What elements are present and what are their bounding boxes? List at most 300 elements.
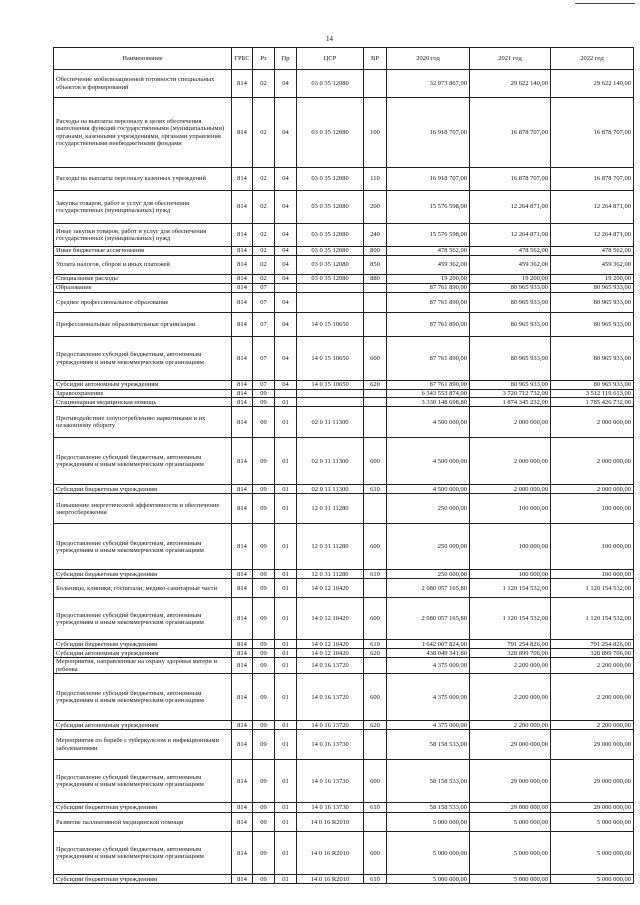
cell-2020: 250 000,00 <box>387 570 470 579</box>
cell-2020: 15 576 598,00 <box>387 191 470 224</box>
cell-csr: 03 0 35 12080 <box>297 247 364 256</box>
table-row <box>54 390 634 398</box>
table-row <box>54 337 634 381</box>
cell-grbs: 814 <box>232 284 253 293</box>
cell-grbs: 814 <box>232 98 253 168</box>
cell-2022: 2 000 000,00 <box>551 485 634 494</box>
cell-name: Субсидии бюджетным учреждениям <box>54 875 232 884</box>
cell-rz: 07 <box>253 284 275 293</box>
cell-2020: 5 000 000,00 <box>387 832 470 875</box>
cell-2020: 4 500 000,00 <box>387 407 470 438</box>
cell-rz: 09 <box>253 407 275 438</box>
cell-vr <box>364 813 387 832</box>
cell-2021: 2 200 000,00 <box>470 674 551 721</box>
cell-grbs: 814 <box>232 813 253 832</box>
cell-rz: 09 <box>253 832 275 875</box>
cell-2022: 1 120 154 532,00 <box>551 579 634 598</box>
cell-pr: 04 <box>275 337 297 381</box>
cell-vr: 880 <box>364 275 387 284</box>
cell-2020: 4 375 000,00 <box>387 721 470 730</box>
cell-2021: 478 562,00 <box>470 247 551 256</box>
cell-csr: 14 0 15 10650 <box>297 337 364 381</box>
table-row <box>54 570 634 579</box>
cell-grbs: 814 <box>232 485 253 494</box>
cell-name: Специальные расходы <box>54 275 232 284</box>
cell-2021: 2 000 000,00 <box>470 407 551 438</box>
cell-2022: 1 120 154 532,00 <box>551 598 634 640</box>
table-row <box>54 730 634 760</box>
cell-vr: 620 <box>364 381 387 390</box>
cell-pr: 01 <box>275 730 297 760</box>
cell-name: Предоставление субсидий бюджетным, автономным учреждениям и иным некоммерческим организациям <box>54 598 232 640</box>
cell-name: Предоставление субсидий бюджетным, автономным учреждениям и иным некоммерческим организациям <box>54 832 232 875</box>
cell-csr: 14 0 12 10420 <box>297 640 364 649</box>
cell-pr: 04 <box>275 256 297 275</box>
cell-2021: 80 965 933,00 <box>470 293 551 313</box>
table-row <box>54 598 634 640</box>
cell-2021: 12 264 871,00 <box>470 191 551 224</box>
cell-2022: 3 512 119 613,00 <box>551 390 634 398</box>
cell-2022: 2 200 000,00 <box>551 658 634 674</box>
cell-vr <box>364 730 387 760</box>
cell-rz: 09 <box>253 524 275 570</box>
cell-rz: 02 <box>253 168 275 191</box>
cell-pr: 01 <box>275 875 297 884</box>
cell-2021: 2 000 000,00 <box>470 485 551 494</box>
cell-2021: 29 000 000,00 <box>470 803 551 813</box>
cell-2022: 1 785 426 732,00 <box>551 398 634 407</box>
cell-vr: 600 <box>364 598 387 640</box>
cell-2021: 2 200 000,00 <box>470 658 551 674</box>
cell-2021: 1 120 154 532,00 <box>470 579 551 598</box>
cell-pr: 04 <box>275 293 297 313</box>
cell-rz: 09 <box>253 730 275 760</box>
cell-2020: 4 375 000,00 <box>387 658 470 674</box>
cell-csr: 14 0 12 10420 <box>297 579 364 598</box>
cell-2020: 32 973 867,00 <box>387 70 470 98</box>
cell-2021: 791 254 826,00 <box>470 640 551 649</box>
cell-rz: 09 <box>253 640 275 649</box>
cell-name: Субсидии бюджетным учреждениям <box>54 640 232 649</box>
cell-grbs: 814 <box>232 674 253 721</box>
cell-vr: 620 <box>364 649 387 658</box>
cell-csr: 14 0 15 10650 <box>297 313 364 337</box>
cell-name: Повышение энергетической эффективности и обеспечение энергосбережения <box>54 494 232 524</box>
cell-rz: 07 <box>253 313 275 337</box>
table-row <box>54 293 634 313</box>
table-row <box>54 168 634 191</box>
cell-pr: 04 <box>275 98 297 168</box>
cell-grbs: 814 <box>232 224 253 247</box>
table-row <box>54 275 634 284</box>
cell-rz: 09 <box>253 875 275 884</box>
cell-rz: 09 <box>253 390 275 398</box>
cell-pr: 04 <box>275 224 297 247</box>
cell-grbs: 814 <box>232 168 253 191</box>
table-row <box>54 398 634 407</box>
cell-name: Закупка товаров, работ и услуг для обеспечения государственных (муниципальных) нужд <box>54 191 232 224</box>
cell-csr: 12 0 31 11280 <box>297 570 364 579</box>
cell-name: Больницы, клиники, госпитали, медико-санитарные части <box>54 579 232 598</box>
cell-2022: 2 000 000,00 <box>551 438 634 485</box>
header-grbs: ГРБС <box>232 48 253 70</box>
cell-2022: 328 899 706,00 <box>551 649 634 658</box>
cell-rz: 02 <box>253 224 275 247</box>
cell-2022: 5 000 000,00 <box>551 875 634 884</box>
header-name: Наименование <box>54 48 232 70</box>
cell-2022: 29 622 140,00 <box>551 70 634 98</box>
cell-grbs: 814 <box>232 191 253 224</box>
cell-rz: 09 <box>253 760 275 803</box>
cell-name: Стационарная медицинская помощь <box>54 398 232 407</box>
cell-name: Среднее профессиональное образование <box>54 293 232 313</box>
cell-pr: 01 <box>275 721 297 730</box>
cell-grbs: 814 <box>232 649 253 658</box>
cell-rz: 02 <box>253 191 275 224</box>
cell-vr: 600 <box>364 337 387 381</box>
cell-pr <box>275 284 297 293</box>
cell-vr <box>364 579 387 598</box>
cell-rz: 02 <box>253 256 275 275</box>
cell-csr <box>297 390 364 398</box>
table-header-row <box>54 48 634 70</box>
cell-grbs: 814 <box>232 875 253 884</box>
cell-vr: 610 <box>364 485 387 494</box>
table-row <box>54 658 634 674</box>
cell-csr: 14 0 16 13720 <box>297 658 364 674</box>
cell-pr: 01 <box>275 485 297 494</box>
header-year-2021: 2021 год <box>470 48 551 70</box>
cell-csr: 14 0 16 13730 <box>297 760 364 803</box>
cell-csr: 03 0 35 12080 <box>297 98 364 168</box>
cell-grbs: 814 <box>232 337 253 381</box>
cell-pr: 04 <box>275 275 297 284</box>
cell-2020: 4 375 000,00 <box>387 674 470 721</box>
cell-name: Обеспечение мобилизационной готовности специальных объектов и формирований <box>54 70 232 98</box>
cell-grbs: 814 <box>232 803 253 813</box>
cell-pr: 01 <box>275 813 297 832</box>
cell-grbs: 814 <box>232 247 253 256</box>
cell-grbs: 814 <box>232 524 253 570</box>
cell-2020: 5 000 000,00 <box>387 813 470 832</box>
cell-csr: 03 0 35 12080 <box>297 275 364 284</box>
cell-csr: 02 0 11 11300 <box>297 485 364 494</box>
cell-name: Здравоохранение <box>54 390 232 398</box>
header-csr: ЦСР <box>297 48 364 70</box>
cell-vr <box>364 658 387 674</box>
cell-rz: 07 <box>253 337 275 381</box>
cell-rz: 07 <box>253 293 275 313</box>
table-row <box>54 721 634 730</box>
cell-rz: 09 <box>253 803 275 813</box>
cell-vr <box>364 313 387 337</box>
table-row <box>54 524 634 570</box>
cell-2022: 80 965 933,00 <box>551 337 634 381</box>
cell-grbs: 814 <box>232 658 253 674</box>
cell-2021: 29 622 140,00 <box>470 70 551 98</box>
cell-pr: 01 <box>275 579 297 598</box>
cell-rz: 09 <box>253 494 275 524</box>
cell-2020: 87 761 890,00 <box>387 313 470 337</box>
cell-2022: 16 878 707,00 <box>551 98 634 168</box>
cell-2021: 80 965 933,00 <box>470 313 551 337</box>
cell-2022: 459 362,00 <box>551 256 634 275</box>
cell-2022: 5 000 000,00 <box>551 813 634 832</box>
cell-2022: 2 000 000,00 <box>551 407 634 438</box>
cell-2021: 19 200,00 <box>470 275 551 284</box>
cell-vr: 600 <box>364 674 387 721</box>
table-row <box>54 760 634 803</box>
cell-rz: 09 <box>253 579 275 598</box>
cell-2022: 19 200,00 <box>551 275 634 284</box>
cell-2021: 328 899 706,00 <box>470 649 551 658</box>
cell-name: Иные бюджетные ассигнования <box>54 247 232 256</box>
table-row <box>54 832 634 875</box>
cell-name: Расходы на выплаты персоналу казенных учреждений <box>54 168 232 191</box>
cell-csr: 14 0 16 13720 <box>297 721 364 730</box>
cell-2022: 12 264 871,00 <box>551 224 634 247</box>
cell-rz: 09 <box>253 649 275 658</box>
cell-2022: 29 000 000,00 <box>551 730 634 760</box>
cell-grbs: 814 <box>232 579 253 598</box>
cell-vr <box>364 284 387 293</box>
table-row <box>54 98 634 168</box>
cell-vr <box>364 70 387 98</box>
cell-pr: 01 <box>275 658 297 674</box>
cell-csr: 12 0 31 11280 <box>297 524 364 570</box>
cell-2021: 1 120 154 532,00 <box>470 598 551 640</box>
cell-csr: 14 0 12 10420 <box>297 598 364 640</box>
cell-name: Мероприятия, направленные на охрану здоровья матери и ребенка <box>54 658 232 674</box>
cell-name: Образование <box>54 284 232 293</box>
cell-vr: 600 <box>364 832 387 875</box>
cell-2021: 16 878 707,00 <box>470 168 551 191</box>
cell-name: Предоставление субсидий бюджетным, автономным учреждениям и иным некоммерческим организациям <box>54 524 232 570</box>
cell-2020: 6 343 553 874,00 <box>387 390 470 398</box>
cell-grbs: 814 <box>232 438 253 485</box>
table-row <box>54 640 634 649</box>
cell-2020: 15 576 598,00 <box>387 224 470 247</box>
cell-vr: 200 <box>364 191 387 224</box>
table-row <box>54 579 634 598</box>
cell-vr <box>364 390 387 398</box>
cell-2022: 80 965 933,00 <box>551 381 634 390</box>
cell-2020: 478 562,00 <box>387 247 470 256</box>
cell-grbs: 814 <box>232 494 253 524</box>
cell-pr: 01 <box>275 407 297 438</box>
cell-csr <box>297 293 364 313</box>
cell-name: Мероприятия по борьбе с туберкулезом и инфекционными заболеваниями <box>54 730 232 760</box>
cell-2020: 2 080 057 165,80 <box>387 598 470 640</box>
cell-vr: 610 <box>364 570 387 579</box>
cell-name: Субсидии автономным учреждениям <box>54 381 232 390</box>
table-row <box>54 875 634 884</box>
cell-grbs: 814 <box>232 398 253 407</box>
table-row <box>54 803 634 813</box>
table-row <box>54 381 634 390</box>
cell-grbs: 814 <box>232 598 253 640</box>
cell-name: Иные закупки товаров, работ и услуг для обеспечения государственных (муниципальных) нужд <box>54 224 232 247</box>
cell-2021: 5 000 000,00 <box>470 832 551 875</box>
cell-rz: 09 <box>253 721 275 730</box>
table-row <box>54 407 634 438</box>
cell-2021: 80 965 933,00 <box>470 284 551 293</box>
header-pr: Пр <box>275 48 297 70</box>
cell-name: Расходы на выплаты персоналу в целях обеспечения выполнения функций государственными (муниципальными) органами, казенными учреждениями, органами управления государственными внебюджетными фондами <box>54 98 232 168</box>
cell-vr: 850 <box>364 256 387 275</box>
cell-name: Предоставление субсидий бюджетным, автономным учреждениям и иным некоммерческим организациям <box>54 760 232 803</box>
cell-vr: 600 <box>364 438 387 485</box>
cell-2021: 100 000,00 <box>470 494 551 524</box>
cell-csr: 14 0 16 13730 <box>297 803 364 813</box>
cell-grbs: 814 <box>232 313 253 337</box>
cell-name: Субсидии бюджетным учреждениям <box>54 485 232 494</box>
cell-rz: 09 <box>253 398 275 407</box>
cell-2021: 5 000 000,00 <box>470 813 551 832</box>
cell-rz: 02 <box>253 275 275 284</box>
table-row <box>54 813 634 832</box>
cell-pr: 01 <box>275 760 297 803</box>
cell-vr: 600 <box>364 760 387 803</box>
cell-grbs: 814 <box>232 70 253 98</box>
cell-grbs: 814 <box>232 275 253 284</box>
cell-pr: 04 <box>275 381 297 390</box>
cell-pr <box>275 390 297 398</box>
cell-2022: 2 200 000,00 <box>551 674 634 721</box>
cell-pr: 01 <box>275 803 297 813</box>
cell-2021: 459 362,00 <box>470 256 551 275</box>
cell-csr: 02 0 11 11300 <box>297 407 364 438</box>
cell-pr: 04 <box>275 247 297 256</box>
cell-2021: 100 000,00 <box>470 524 551 570</box>
cell-name: Субсидии автономным учреждениям <box>54 649 232 658</box>
cell-pr: 01 <box>275 438 297 485</box>
table-row <box>54 313 634 337</box>
cell-grbs: 814 <box>232 570 253 579</box>
cell-vr: 610 <box>364 803 387 813</box>
cell-2020: 5 000 000,00 <box>387 875 470 884</box>
cell-grbs: 814 <box>232 760 253 803</box>
cell-grbs: 814 <box>232 640 253 649</box>
cell-grbs: 814 <box>232 390 253 398</box>
budget-table <box>53 47 634 884</box>
table-row <box>54 494 634 524</box>
cell-rz: 02 <box>253 247 275 256</box>
cell-2020: 250 000,00 <box>387 494 470 524</box>
cell-vr <box>364 293 387 313</box>
cell-grbs: 814 <box>232 407 253 438</box>
cell-pr: 04 <box>275 191 297 224</box>
cell-pr: 01 <box>275 398 297 407</box>
cell-2021: 12 264 871,00 <box>470 224 551 247</box>
page-number: 14 <box>326 35 333 43</box>
cell-csr: 03 0 35 12080 <box>297 70 364 98</box>
cell-pr: 01 <box>275 674 297 721</box>
cell-pr: 04 <box>275 70 297 98</box>
cell-2020: 87 761 890,00 <box>387 284 470 293</box>
cell-name: Субсидии бюджетным учреждениям <box>54 570 232 579</box>
cell-grbs: 814 <box>232 721 253 730</box>
table-row <box>54 256 634 275</box>
cell-2022: 80 965 933,00 <box>551 284 634 293</box>
cell-2022: 12 264 871,00 <box>551 191 634 224</box>
cell-2022: 80 965 933,00 <box>551 313 634 337</box>
cell-2022: 29 000 000,00 <box>551 760 634 803</box>
cell-rz: 09 <box>253 658 275 674</box>
cell-vr: 240 <box>364 224 387 247</box>
top-rule <box>575 3 635 4</box>
cell-name: Противодействие злоупотреблению наркотиками и их незаконному обороту <box>54 407 232 438</box>
cell-2020: 250 000,00 <box>387 524 470 570</box>
cell-pr: 01 <box>275 832 297 875</box>
cell-rz: 09 <box>253 570 275 579</box>
cell-2020: 58 158 533,00 <box>387 803 470 813</box>
cell-grbs: 814 <box>232 381 253 390</box>
cell-name: Субсидии бюджетным учреждениям <box>54 803 232 813</box>
cell-rz: 02 <box>253 98 275 168</box>
table-row <box>54 70 634 98</box>
cell-name: Развитие паллиативной медицинской помощи <box>54 813 232 832</box>
cell-2022: 2 200 000,00 <box>551 721 634 730</box>
cell-vr <box>364 407 387 438</box>
cell-2020: 58 158 533,00 <box>387 760 470 803</box>
header-vr: ВР <box>364 48 387 70</box>
cell-pr: 01 <box>275 640 297 649</box>
cell-rz: 07 <box>253 381 275 390</box>
cell-vr <box>364 494 387 524</box>
cell-2021: 2 200 000,00 <box>470 721 551 730</box>
cell-2022: 16 878 707,00 <box>551 168 634 191</box>
cell-csr <box>297 284 364 293</box>
cell-rz: 09 <box>253 674 275 721</box>
cell-2020: 4 500 000,00 <box>387 485 470 494</box>
cell-csr: 14 0 15 10650 <box>297 381 364 390</box>
cell-2020: 4 500 000,00 <box>387 438 470 485</box>
table-row <box>54 438 634 485</box>
cell-csr: 14 0 16 13720 <box>297 674 364 721</box>
cell-2020: 16 918 707,00 <box>387 168 470 191</box>
cell-2020: 87 761 890,00 <box>387 337 470 381</box>
cell-csr: 03 0 35 12080 <box>297 256 364 275</box>
cell-2022: 100 000,00 <box>551 524 634 570</box>
cell-2021: 100 000,00 <box>470 570 551 579</box>
cell-2021: 29 000 000,00 <box>470 760 551 803</box>
cell-2021: 3 720 712 732,00 <box>470 390 551 398</box>
cell-name: Предоставление субсидий бюджетным, автономным учреждениям и иным некоммерческим организациям <box>54 438 232 485</box>
cell-rz: 09 <box>253 598 275 640</box>
cell-csr: 14 0 16 R2010 <box>297 832 364 875</box>
cell-rz: 09 <box>253 813 275 832</box>
cell-vr: 610 <box>364 875 387 884</box>
cell-2020: 16 918 707,00 <box>387 98 470 168</box>
table-row <box>54 191 634 224</box>
cell-pr: 04 <box>275 168 297 191</box>
cell-2020: 58 158 533,00 <box>387 730 470 760</box>
cell-csr: 03 0 35 12080 <box>297 191 364 224</box>
cell-pr: 01 <box>275 598 297 640</box>
cell-2021: 80 965 933,00 <box>470 337 551 381</box>
cell-pr: 01 <box>275 649 297 658</box>
cell-name: Предоставление субсидий бюджетным, автономным учреждениям и иным некоммерческим организациям <box>54 674 232 721</box>
cell-2021: 29 000 000,00 <box>470 730 551 760</box>
cell-2021: 2 000 000,00 <box>470 438 551 485</box>
cell-name: Предоставление субсидий бюджетным, автономным учреждениям и иным некоммерческим организациям <box>54 337 232 381</box>
cell-2022: 80 965 933,00 <box>551 293 634 313</box>
header-year-2022: 2022 год <box>551 48 634 70</box>
table-row <box>54 247 634 256</box>
cell-vr: 610 <box>364 640 387 649</box>
cell-grbs: 814 <box>232 293 253 313</box>
